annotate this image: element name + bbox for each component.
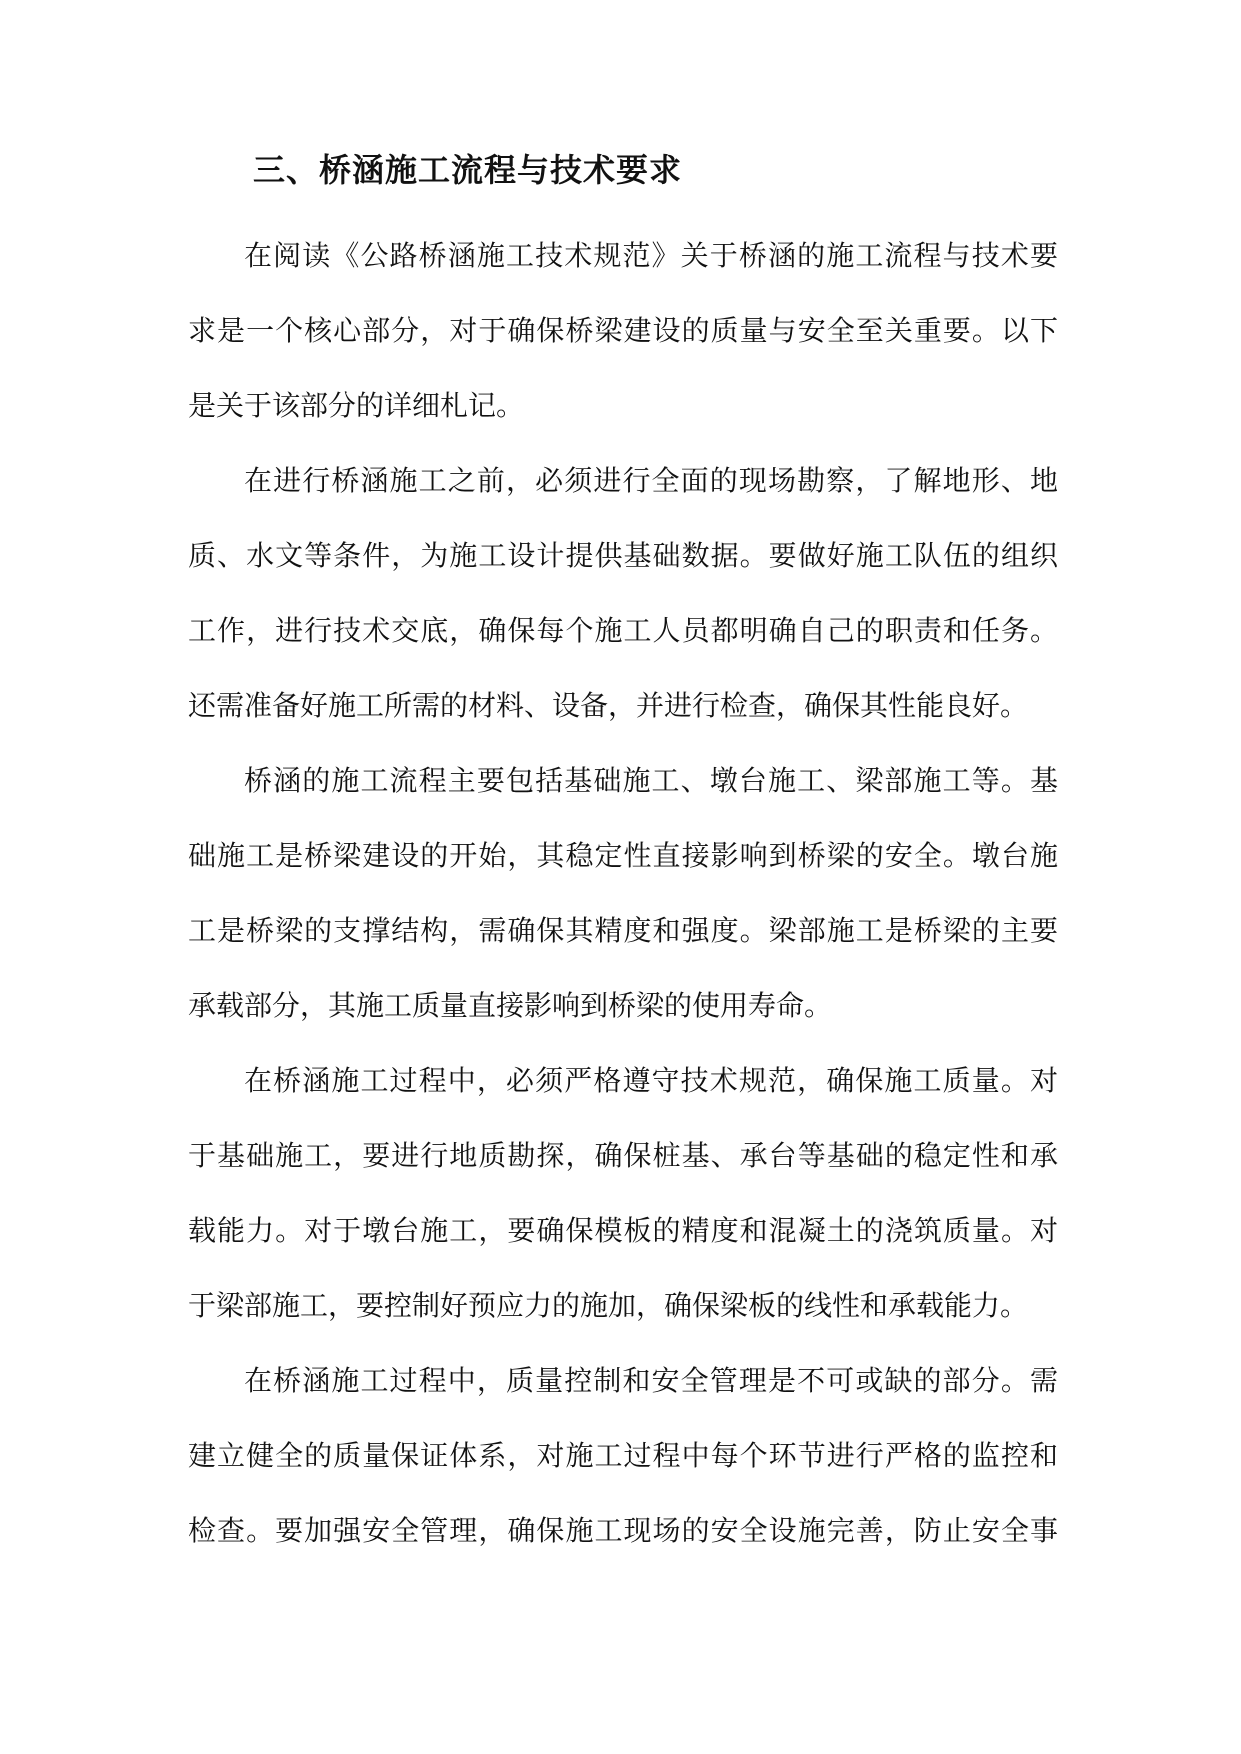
text-line: 承载部分，其施工质量直接影响到桥梁的使用寿命。 xyxy=(188,989,833,1022)
text-line: 桥涵的施工流程主要包括基础施工、墩台施工、梁部施工等。基 xyxy=(244,764,1058,797)
text-line: 建立健全的质量保证体系，对施工过程中每个环节进行严格的监控和 xyxy=(188,1439,1058,1472)
text-line: 载能力。对于墩台施工，要确保模板的精度和混凝土的浇筑质量。对 xyxy=(188,1214,1058,1247)
text-line: 质、水文等条件，为施工设计提供基础数据。要做好施工队伍的组织 xyxy=(188,539,1058,572)
text-line: 在阅读《公路桥涵施工技术规范》关于桥涵的施工流程与技术要 xyxy=(244,239,1058,272)
paragraph xyxy=(188,1353,1058,1578)
paragraph xyxy=(188,228,1058,453)
text-line: 工是桥梁的支撑结构，需确保其精度和强度。梁部施工是桥梁的主要 xyxy=(188,914,1058,947)
text-line: 检查。要加强安全管理，确保施工现场的安全设施完善，防止安全事 xyxy=(188,1514,1058,1547)
paragraph xyxy=(188,753,1058,1053)
text-line: 础施工是桥梁建设的开始，其稳定性直接影响到桥梁的安全。墩台施 xyxy=(188,839,1058,872)
paragraph xyxy=(188,1053,1058,1353)
section-heading: 三、桥涵施工流程与技术要求 xyxy=(253,151,683,189)
text-line: 在进行桥涵施工之前，必须进行全面的现场勘察，了解地形、地 xyxy=(244,464,1058,497)
document-body xyxy=(188,228,1058,1578)
text-line: 于基础施工，要进行地质勘探，确保桩基、承台等基础的稳定性和承 xyxy=(188,1139,1058,1172)
text-line: 在桥涵施工过程中，必须严格遵守技术规范，确保施工质量。对 xyxy=(244,1064,1058,1097)
text-line: 工作，进行技术交底，确保每个施工人员都明确自己的职责和任务。 xyxy=(188,614,1058,647)
text-line: 于梁部施工，要控制好预应力的施加，确保梁板的线性和承载能力。 xyxy=(188,1289,1029,1322)
text-line: 在桥涵施工过程中，质量控制和安全管理是不可或缺的部分。需 xyxy=(244,1364,1058,1397)
paragraph xyxy=(188,453,1058,753)
text-line: 还需准备好施工所需的材料、设备，并进行检查，确保其性能良好。 xyxy=(188,689,1029,722)
text-line: 是关于该部分的详细札记。 xyxy=(188,389,525,422)
text-line: 求是一个核心部分，对于确保桥梁建设的质量与安全至关重要。以下 xyxy=(188,314,1058,347)
